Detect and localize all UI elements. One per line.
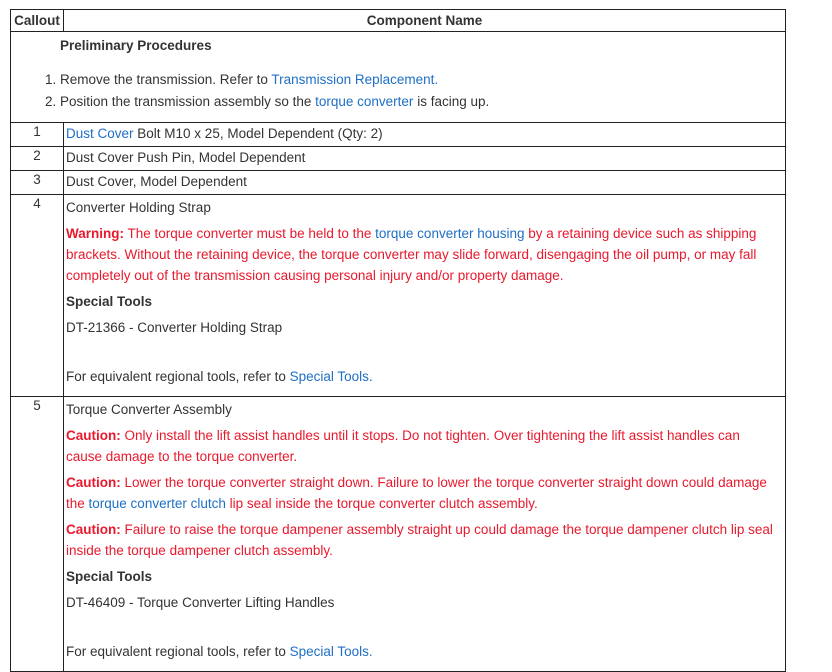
component-paragraph (66, 425, 779, 467)
preliminary-steps-list (11, 69, 781, 113)
text-segment: DT-21366 - Converter Holding Strap (66, 320, 283, 335)
inline-link[interactable]: Special Tools. (289, 369, 373, 384)
callout-number: 5 (11, 397, 64, 672)
table-row (11, 147, 786, 171)
component-name-cell (64, 171, 786, 195)
preliminary-procedures-title: Preliminary Procedures (60, 38, 212, 53)
component-name-column-header: Component Name (64, 10, 786, 32)
inline-link[interactable]: torque converter clutch (88, 496, 226, 511)
inline-link[interactable]: torque converter housing (375, 226, 525, 241)
preliminary-step (60, 69, 781, 91)
preliminary-procedures-row (11, 32, 786, 123)
table-row (11, 195, 786, 397)
component-paragraph (66, 399, 779, 420)
component-paragraph (66, 291, 779, 312)
inline-link[interactable]: Transmission Replacement. (271, 72, 439, 87)
inline-link[interactable]: Dust Cover (66, 126, 134, 141)
text-segment: Torque Converter Assembly (66, 402, 232, 417)
callout-number: 2 (11, 147, 64, 171)
component-paragraph (66, 317, 779, 338)
component-paragraph (66, 472, 779, 514)
text-segment: is facing up. (413, 94, 490, 109)
preliminary-procedures-cell (11, 32, 786, 123)
text-segment: The torque converter must be held to the (124, 226, 376, 241)
component-name-cell (64, 397, 786, 672)
table-row (11, 171, 786, 195)
component-paragraph (66, 223, 779, 286)
text-segment: lip seal inside the torque converter clutch assembly. (225, 496, 538, 511)
text-segment: Lower the torque converter straight down. Failure to lower the torque converter straight down could damage the (66, 475, 767, 511)
text-segment: Only install the lift assist handles until it stops. Do not tighten. Over tightening the lift assist handles can cause damage to the torque converter. (66, 428, 740, 464)
text-segment: Dust Cover Push Pin, Model Dependent (66, 150, 306, 165)
table-body (11, 32, 786, 672)
callout-number: 4 (11, 195, 64, 397)
component-paragraph (66, 366, 779, 387)
component-name-cell (64, 123, 786, 147)
component-paragraph (66, 519, 779, 561)
table-row (11, 397, 786, 672)
inline-link[interactable]: Special Tools. (289, 644, 373, 659)
text-segment: Dust Cover, Model Dependent (66, 174, 247, 189)
component-paragraph (66, 592, 779, 613)
text-segment: Position the transmission assembly so the (60, 94, 316, 109)
text-segment: Caution: (66, 475, 121, 490)
text-segment: Converter Holding Strap (66, 200, 211, 215)
component-paragraph (66, 641, 779, 662)
callout-number: 1 (11, 123, 64, 147)
table-row (11, 123, 786, 147)
callout-column-header: Callout (11, 10, 64, 32)
callout-number: 3 (11, 171, 64, 195)
text-segment: Special Tools (66, 294, 153, 309)
component-paragraph (66, 197, 779, 218)
text-segment: by a retaining device such as shipping brackets. Without the retaining device, the torque converter may slide forward, disengaging the oil pump, or may fall completely out of the transmission causing personal injury and/or property damage. (66, 226, 757, 283)
text-segment: Caution: (66, 428, 121, 443)
text-segment: For equivalent regional tools, refer to (66, 369, 290, 384)
component-table (10, 9, 786, 672)
inline-link[interactable]: torque converter (315, 94, 414, 109)
text-segment: Bolt M10 x 25, Model Dependent (Qty: 2) (133, 126, 383, 141)
text-segment: For equivalent regional tools, refer to (66, 644, 290, 659)
text-segment: Remove the transmission. Refer to (60, 72, 272, 87)
text-segment: Failure to raise the torque dampener assembly straight up could damage the torque dampener clutch lip seal inside the torque dampener clutch assembly. (66, 522, 773, 558)
component-name-cell (64, 195, 786, 397)
table-header (11, 10, 786, 32)
component-name-cell (64, 147, 786, 171)
text-segment: DT-46409 - Torque Converter Lifting Handles (66, 595, 335, 610)
component-paragraph (66, 566, 779, 587)
preliminary-step (60, 91, 781, 113)
text-segment: Caution: (66, 522, 121, 537)
header-row (11, 10, 786, 32)
text-segment: Warning: (66, 226, 124, 241)
text-segment: Special Tools (66, 569, 153, 584)
